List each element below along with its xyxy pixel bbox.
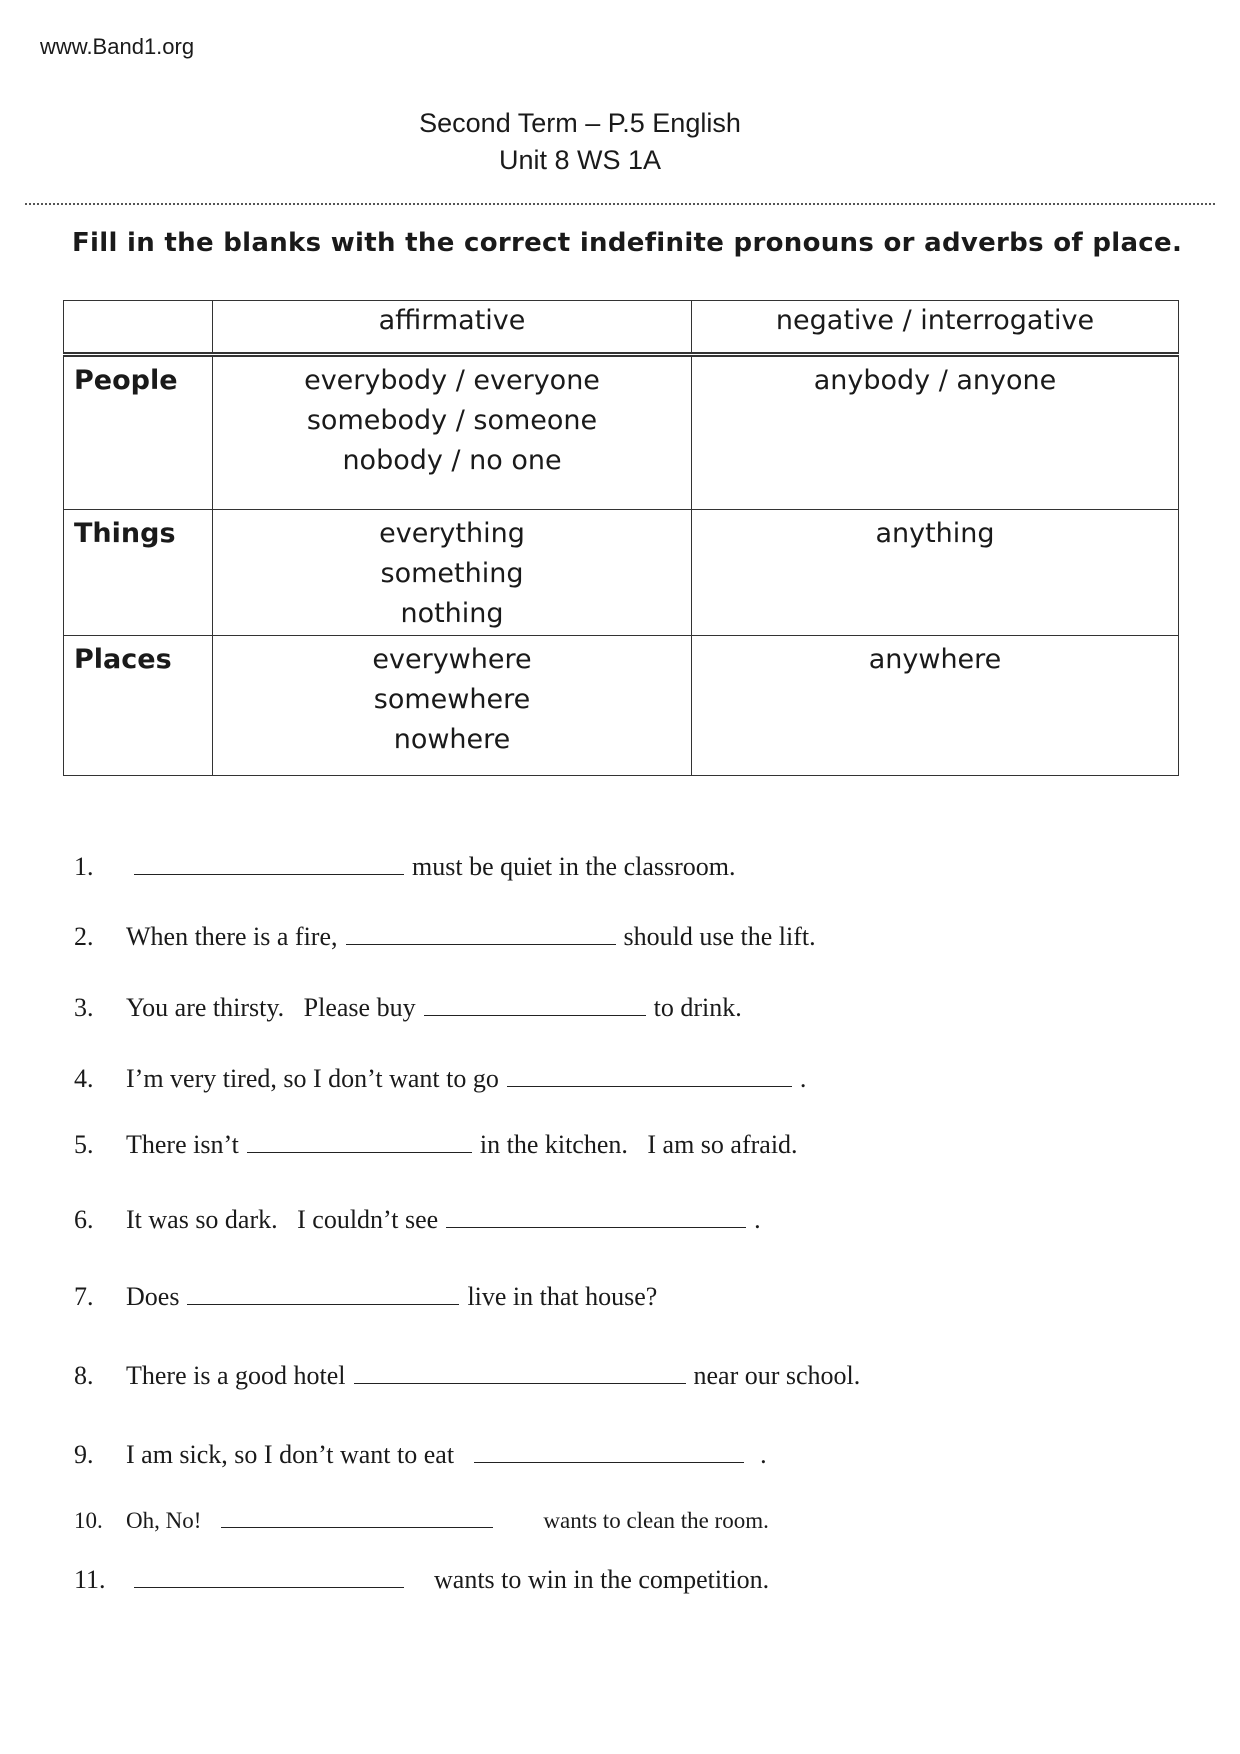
row-label: People bbox=[64, 355, 213, 510]
row-label: Things bbox=[64, 510, 213, 636]
answer-blank[interactable] bbox=[446, 1205, 746, 1228]
answer-blank[interactable] bbox=[247, 1130, 472, 1153]
question-text-after: near our school. bbox=[693, 1361, 861, 1390]
question-1 bbox=[74, 852, 736, 882]
cell-line: nothing bbox=[400, 598, 504, 629]
question-text-before: When there is a fire, bbox=[126, 922, 338, 951]
question-6 bbox=[74, 1205, 761, 1235]
cell-line: something bbox=[380, 558, 524, 589]
answer-blank[interactable] bbox=[354, 1361, 686, 1384]
negative-cell: anybody / anyone bbox=[692, 355, 1179, 510]
question-2 bbox=[74, 922, 816, 952]
question-number: 11. bbox=[74, 1565, 106, 1594]
question-9 bbox=[74, 1440, 767, 1470]
question-number: 1. bbox=[74, 852, 94, 881]
question-text-before: You are thirsty. Please buy bbox=[126, 993, 416, 1022]
question-number: 3. bbox=[74, 993, 94, 1022]
cell-line: somebody / someone bbox=[306, 405, 598, 436]
affirmative-cell bbox=[213, 510, 692, 636]
header-blank bbox=[64, 301, 213, 355]
question-3 bbox=[74, 993, 742, 1023]
question-text-after: to drink. bbox=[653, 993, 742, 1022]
negative-cell: anywhere bbox=[692, 636, 1179, 776]
cell-line: nowhere bbox=[393, 724, 511, 755]
question-text-before: Oh, No! bbox=[126, 1508, 202, 1533]
table-row bbox=[64, 510, 1179, 636]
question-text-after: wants to clean the room. bbox=[543, 1508, 769, 1533]
question-7 bbox=[74, 1282, 657, 1312]
header-negative: negative / interrogative bbox=[692, 301, 1179, 355]
question-text-before: There is a good hotel bbox=[126, 1361, 346, 1390]
cell-line: everything bbox=[379, 518, 525, 549]
dotted-divider bbox=[25, 203, 1215, 205]
answer-blank[interactable] bbox=[134, 1565, 404, 1588]
question-text-after: . bbox=[760, 1440, 767, 1469]
question-text-after: live in that house? bbox=[467, 1282, 658, 1311]
question-number: 5. bbox=[74, 1130, 94, 1159]
question-number: 4. bbox=[74, 1064, 94, 1093]
question-number: 7. bbox=[74, 1282, 94, 1311]
question-8 bbox=[74, 1361, 860, 1391]
affirmative-cell bbox=[213, 636, 692, 776]
question-5 bbox=[74, 1130, 798, 1160]
question-text-before: It was so dark. I couldn’t see bbox=[126, 1205, 439, 1234]
answer-blank[interactable] bbox=[134, 852, 404, 875]
affirmative-cell bbox=[213, 355, 692, 510]
pronoun-table bbox=[63, 300, 1179, 776]
cell-line: everywhere bbox=[372, 644, 532, 675]
table-row bbox=[64, 355, 1179, 510]
question-number: 8. bbox=[74, 1361, 94, 1390]
worksheet-title: Second Term – P.5 English bbox=[419, 108, 741, 138]
answer-blank[interactable] bbox=[346, 922, 616, 945]
question-number: 2. bbox=[74, 922, 94, 951]
answer-blank[interactable] bbox=[424, 993, 646, 1016]
question-text-before: Does bbox=[126, 1282, 180, 1311]
table-row bbox=[64, 636, 1179, 776]
question-text-after: should use the lift. bbox=[623, 922, 816, 951]
question-4 bbox=[74, 1064, 806, 1094]
question-text-after: . bbox=[799, 1064, 807, 1093]
answer-blank[interactable] bbox=[187, 1282, 459, 1305]
question-text-before: I am sick, so I don’t want to eat bbox=[126, 1440, 455, 1469]
question-11 bbox=[74, 1565, 769, 1595]
question-number: 9. bbox=[74, 1440, 94, 1469]
question-text-after: wants to win in the competition. bbox=[434, 1565, 770, 1594]
cell-line: nobody / no one bbox=[342, 445, 562, 476]
question-number: 6. bbox=[74, 1205, 94, 1234]
question-text-after: . bbox=[754, 1205, 761, 1234]
question-10 bbox=[74, 1505, 769, 1534]
site-watermark: www.Band1.org bbox=[40, 34, 195, 59]
question-text-before: There isn’t bbox=[126, 1130, 239, 1159]
answer-blank[interactable] bbox=[221, 1505, 493, 1528]
question-text-after: in the kitchen. I am so afraid. bbox=[479, 1130, 798, 1159]
row-label: Places bbox=[64, 636, 213, 776]
instruction: Fill in the blanks with the correct indefinite pronouns or adverbs of place. bbox=[72, 228, 1183, 258]
question-number: 10. bbox=[74, 1508, 103, 1533]
negative-cell: anything bbox=[692, 510, 1179, 636]
question-text-before: I’m very tired, so I don’t want to go bbox=[126, 1064, 499, 1093]
cell-line: everybody / everyone bbox=[304, 365, 600, 396]
answer-blank[interactable] bbox=[474, 1440, 744, 1463]
cell-line: somewhere bbox=[373, 684, 531, 715]
answer-blank[interactable] bbox=[507, 1064, 792, 1087]
question-text-after: must be quiet in the classroom. bbox=[412, 852, 736, 881]
table-header-row bbox=[64, 301, 1179, 355]
header-affirmative: affirmative bbox=[213, 301, 692, 355]
worksheet-subtitle: Unit 8 WS 1A bbox=[498, 145, 662, 175]
